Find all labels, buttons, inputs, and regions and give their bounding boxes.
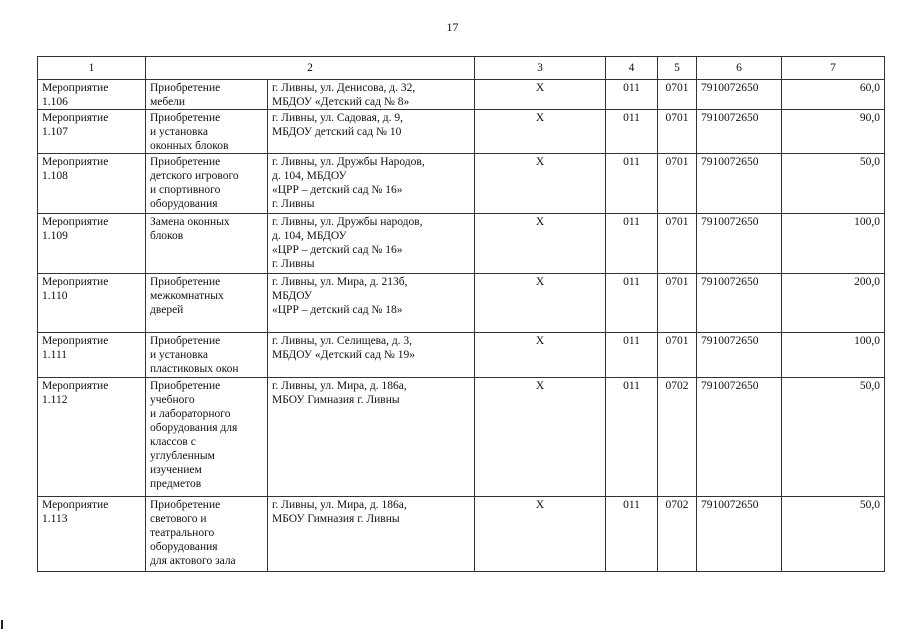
col5-cell: 0701 [658,154,697,214]
col5-cell: 0701 [658,80,697,110]
measure-id-cell: Мероприятие 1.113 [38,497,146,572]
col4-cell: 011 [606,214,658,274]
measure-address-cell: г. Ливны, ул. Дружбы народов, д. 104, МБДОУ «ЦРР – детский сад № 16» г. Ливны [268,214,475,274]
col3-cell: X [475,80,606,110]
measure-address-cell: г. Ливны, ул. Денисова, д. 32, МБДОУ «Детский сад № 8» [268,80,475,110]
measure-address-cell: г. Ливны, ул. Селищева, д. 3, МБДОУ «Детский сад № 19» [268,333,475,378]
table-row [38,378,885,497]
measure-action-cell: Приобретение и установка пластиковых окон [146,333,268,378]
measure-id-cell: Мероприятие 1.106 [38,80,146,110]
measure-action-cell: Приобретение межкомнатных дверей [146,274,268,333]
col5-cell: 0701 [658,333,697,378]
table-row [38,333,885,378]
col6-cell: 7910072650 [697,274,782,333]
measure-id-cell: Мероприятие 1.107 [38,110,146,154]
col3-cell: X [475,333,606,378]
col4-cell: 011 [606,378,658,497]
measure-action-cell: Приобретение светового и театрального оборудования для актового зала [146,497,268,572]
col3-cell: X [475,154,606,214]
col6-cell: 7910072650 [697,80,782,110]
measure-id-cell: Мероприятие 1.109 [38,214,146,274]
col4-cell: 011 [606,154,658,214]
measure-id-cell: Мероприятие 1.110 [38,274,146,333]
col3-cell: X [475,378,606,497]
col3-cell: X [475,214,606,274]
table-row [38,214,885,274]
measures-table [37,56,885,572]
col7-cell: 100,0 [782,214,885,274]
col4-cell: 011 [606,497,658,572]
measure-id-cell: Мероприятие 1.112 [38,378,146,497]
col5-cell: 0702 [658,497,697,572]
col7-cell: 50,0 [782,154,885,214]
col4-cell: 011 [606,333,658,378]
measure-action-cell: Приобретение детского игрового и спортивного оборудования [146,154,268,214]
col7-cell: 50,0 [782,497,885,572]
measure-address-cell: г. Ливны, ул. Мира, д. 213б, МБДОУ «ЦРР – детский сад № 18» [268,274,475,333]
col7-cell: 90,0 [782,110,885,154]
col4-cell: 011 [606,80,658,110]
header-col-5: 5 [658,57,697,80]
header-col-2: 2 [146,57,475,80]
col6-cell: 7910072650 [697,333,782,378]
header-col-7: 7 [782,57,885,80]
col7-cell: 50,0 [782,378,885,497]
measure-action-cell: Приобретение и установка оконных блоков [146,110,268,154]
col4-cell: 011 [606,274,658,333]
page-number: 17 [446,20,459,34]
measure-action-cell: Приобретение учебного и лабораторного оборудования для классов с углубленным изучением предметов [146,378,268,497]
measure-id-cell: Мероприятие 1.108 [38,154,146,214]
header-col-1: 1 [38,57,146,80]
header-col-6: 6 [697,57,782,80]
measure-action-cell: Приобретение мебели [146,80,268,110]
header-col-3: 3 [475,57,606,80]
col3-cell: X [475,110,606,154]
measure-address-cell: г. Ливны, ул. Дружбы Народов, д. 104, МБДОУ «ЦРР – детский сад № 16» г. Ливны [268,154,475,214]
col7-cell: 100,0 [782,333,885,378]
col7-cell: 60,0 [782,80,885,110]
col6-cell: 7910072650 [697,110,782,154]
col5-cell: 0701 [658,110,697,154]
table-row [38,497,885,572]
col5-cell: 0701 [658,274,697,333]
measure-id-cell: Мероприятие 1.111 [38,333,146,378]
measure-action-cell: Замена оконных блоков [146,214,268,274]
col7-cell: 200,0 [782,274,885,333]
col6-cell: 7910072650 [697,154,782,214]
col6-cell: 7910072650 [697,378,782,497]
table-row [38,80,885,110]
col6-cell: 7910072650 [697,214,782,274]
col4-cell: 011 [606,110,658,154]
table-row [38,154,885,214]
measure-address-cell: г. Ливны, ул. Мира, д. 186а, МБОУ Гимназия г. Ливны [268,378,475,497]
col3-cell: X [475,497,606,572]
table-row [38,274,885,333]
header-row [38,57,885,80]
measure-address-cell: г. Ливны, ул. Садовая, д. 9, МБДОУ детский сад № 10 [268,110,475,154]
col5-cell: 0702 [658,378,697,497]
col6-cell: 7910072650 [697,497,782,572]
col3-cell: X [475,274,606,333]
table-row [38,110,885,154]
col5-cell: 0701 [658,214,697,274]
margin-mark [1,620,3,629]
header-col-4: 4 [606,57,658,80]
measure-address-cell: г. Ливны, ул. Мира, д. 186а, МБОУ Гимназия г. Ливны [268,497,475,572]
